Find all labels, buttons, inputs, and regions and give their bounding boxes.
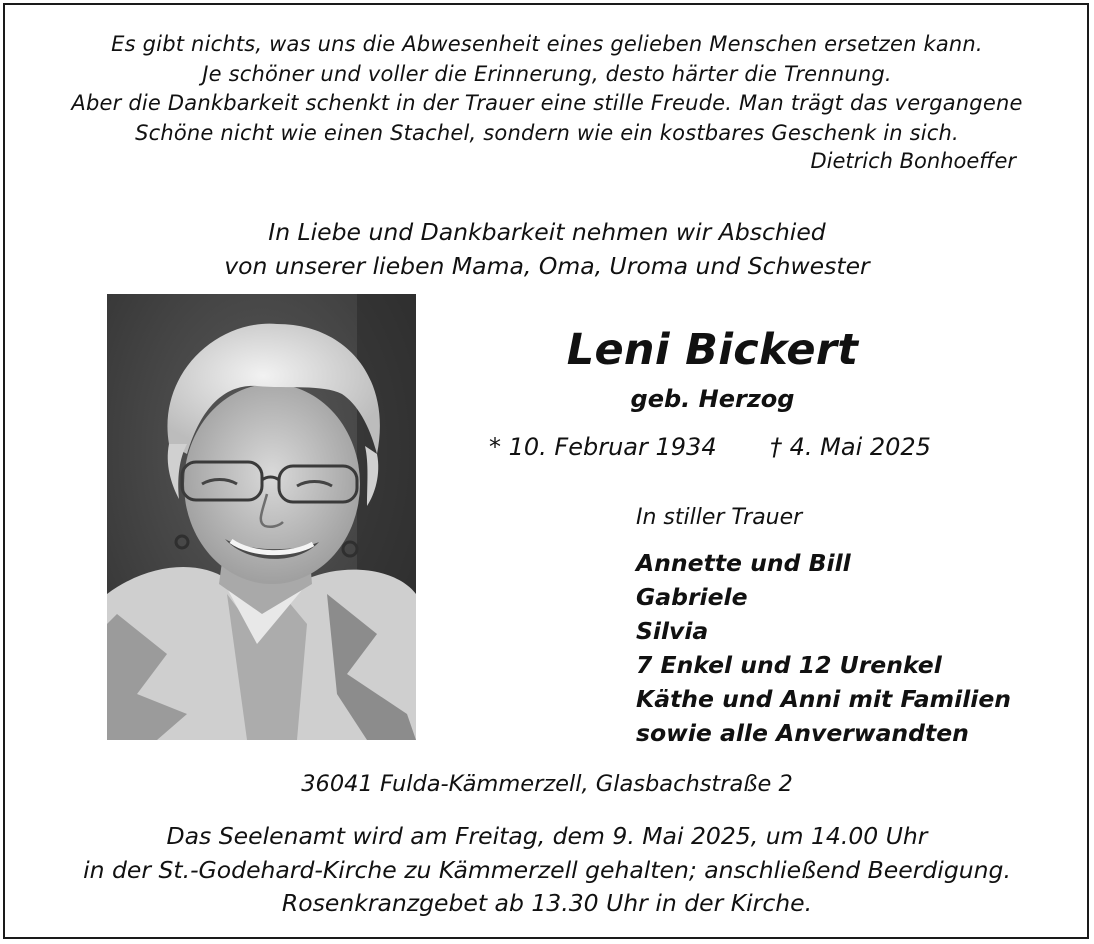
intro-line-1: In Liebe und Dankbarkeit nehmen wir Abschied (268, 218, 826, 246)
service-line-1: Das Seelenamt wird am Freitag, dem 9. Mai 2025, um 14.00 Uhr (166, 822, 928, 850)
farewell-intro (40, 215, 1054, 283)
mourners-list (636, 546, 1011, 750)
list-item: 7 Enkel und 12 Urenkel (636, 651, 942, 679)
list-item: Gabriele (636, 583, 748, 611)
quote-line: Aber die Dankbarkeit schenkt in der Trauer eine stille Freude. Man trägt das vergangene (71, 91, 1023, 115)
portrait-illustration (107, 294, 416, 740)
quote-line: Je schöner und voller die Erinnerung, desto härter die Trennung. (202, 61, 892, 86)
list-item: Annette und Bill (636, 549, 851, 577)
quote-author: Dietrich Bonhoeffer (810, 149, 1016, 173)
death-date: † 4. Mai 2025 (770, 433, 931, 461)
service-line-3: Rosenkranzgebet ab 13.30 Uhr in der Kirche. (281, 889, 813, 917)
service-info (40, 820, 1054, 921)
intro-line-2: von unserer lieben Mama, Oma, Uroma und Schwester (224, 252, 870, 280)
portrait-photo (107, 294, 416, 740)
quote-line: Schöne nicht wie einen Stachel, sondern wie ein kostbares Geschenk in sich. (135, 120, 959, 145)
list-item: Käthe und Anni mit Familien (636, 685, 1011, 713)
deceased-name: Leni Bickert (566, 325, 859, 375)
family-address: 36041 Fulda-Kämmerzell, Glasbachstraße 2 (301, 771, 793, 797)
list-item: Silvia (636, 617, 709, 645)
maiden-name: geb. Herzog (630, 385, 795, 413)
mourning-label: In stiller Trauer (636, 505, 803, 530)
quote-line: Es gibt nichts, was uns die Abwesenheit eines gelieben Menschen ersetzen kann. (111, 32, 983, 56)
list-item: sowie alle Anverwandten (636, 719, 969, 747)
bonhoeffer-quote (40, 30, 1054, 148)
birth-date: * 10. Februar 1934 (489, 433, 717, 461)
service-line-2: in der St.-Godehard-Kirche zu Kämmerzell gehalten; anschließend Beerdigung. (83, 855, 1011, 884)
